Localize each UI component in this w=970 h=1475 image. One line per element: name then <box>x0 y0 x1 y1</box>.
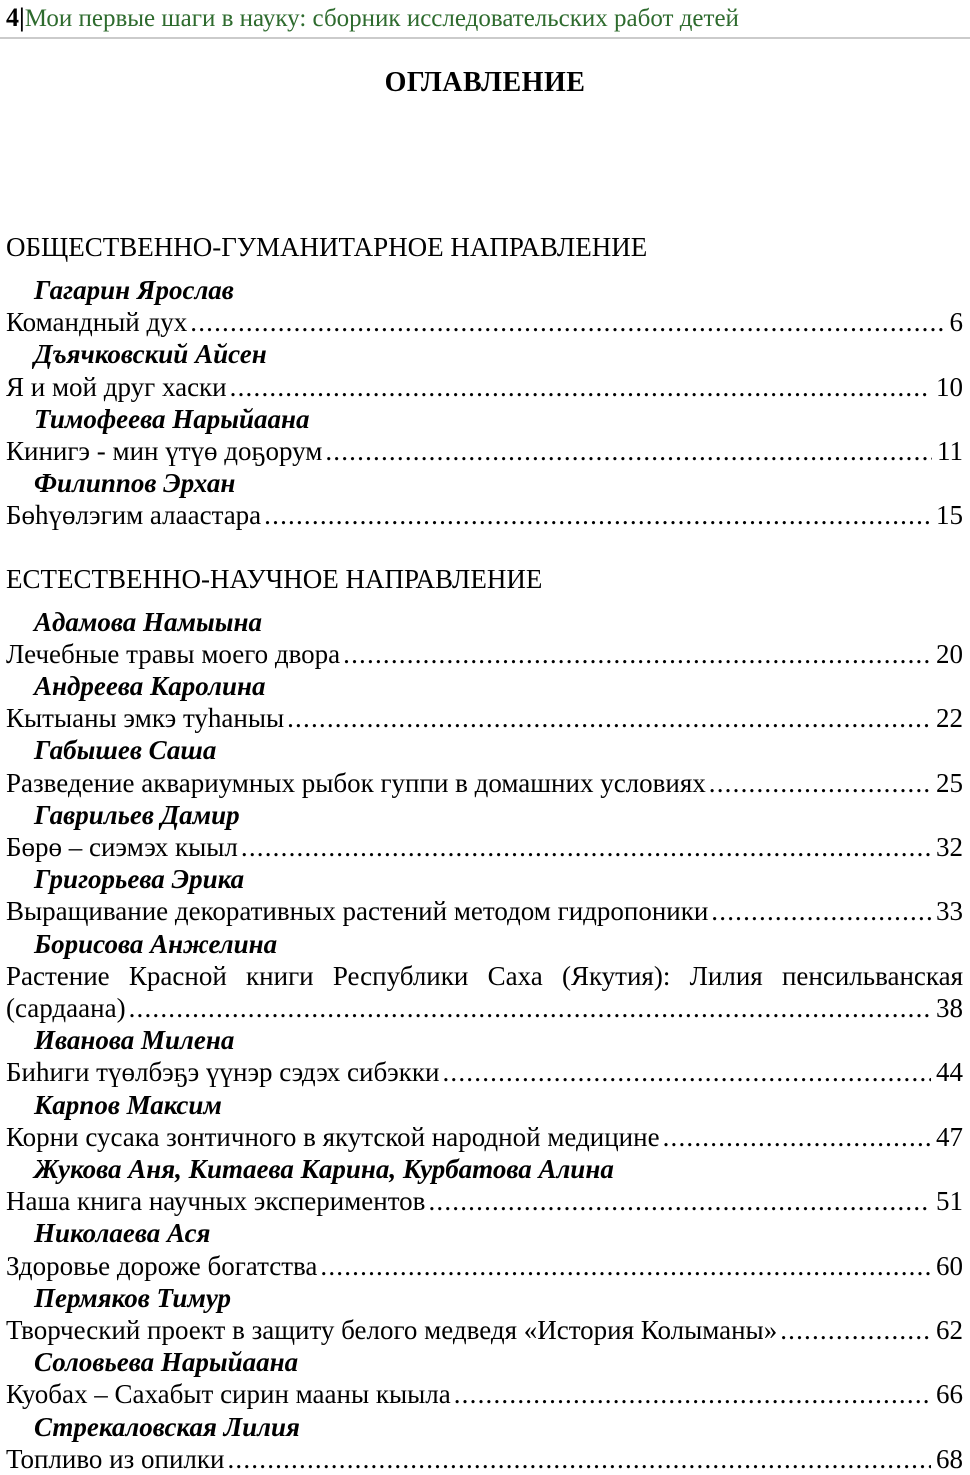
entry-page-number: 15 <box>936 500 963 531</box>
entry-title-line <box>6 702 963 734</box>
entry-title-line <box>6 895 963 927</box>
toc-entry <box>6 799 963 863</box>
entry-title-line <box>6 371 963 403</box>
entry-page-number: 62 <box>936 1315 963 1346</box>
entry-author: Андреева Каролина <box>34 671 266 702</box>
entry-page-number: 44 <box>936 1057 963 1088</box>
entry-title-line <box>6 638 963 670</box>
entry-title-line <box>6 1056 963 1088</box>
toc-entry <box>6 606 963 670</box>
entry-author: Стрекаловская Лилия <box>34 1411 300 1442</box>
entry-title-overflow-line: Растение Красной книги Республики Саха (Якутия): Лилия пенсильванская <box>6 960 963 991</box>
toc-entry <box>6 1153 963 1217</box>
dot-leader <box>454 1378 931 1410</box>
entry-page-number: 20 <box>936 638 963 669</box>
entry-author: Григорьева Эрика <box>34 864 245 895</box>
toc-entry <box>6 928 963 1025</box>
entry-author: Иванова Милена <box>34 1025 235 1056</box>
toc-entry <box>6 338 963 402</box>
entry-page-number: 6 <box>949 307 963 338</box>
entry-author: Николаева Ася <box>34 1218 211 1249</box>
section-entries <box>6 606 963 1475</box>
header-page-number: 4 <box>6 3 19 32</box>
entry-page-number: 60 <box>936 1250 963 1281</box>
entry-title-line <box>6 992 963 1024</box>
entry-page-number: 10 <box>936 371 963 402</box>
entry-author: Гагарин Ярослав <box>34 275 234 305</box>
entry-author: Карпов Максим <box>34 1089 222 1120</box>
toc-entry <box>6 1411 963 1475</box>
dot-leader <box>663 1121 931 1153</box>
entry-title: Наша книга научных экспериментов <box>6 1186 426 1217</box>
entry-title: Выращивание декоративных растений методом гидропоники <box>6 896 709 927</box>
entry-title-line <box>6 306 963 338</box>
entry-author: Тимофеева Нарыйаана <box>34 403 310 434</box>
entry-page-number: 66 <box>936 1379 963 1410</box>
entry-title: Лечебные травы моего двора <box>6 638 341 669</box>
entry-title: Топливо из опилки <box>6 1443 225 1474</box>
toc-entry <box>6 467 963 531</box>
toc-section <box>6 231 963 532</box>
entry-title-line <box>6 831 963 863</box>
toc-heading: ОГЛАВЛЕНИЕ <box>384 67 586 98</box>
entry-title: Командный дух <box>6 307 188 338</box>
entry-page-number: 11 <box>937 436 963 467</box>
entry-page-number: 38 <box>936 993 963 1024</box>
toc-section <box>6 563 963 1475</box>
entry-title-line <box>6 1121 963 1153</box>
entry-title: Разведение аквариумных рыбок гуппи в домашних условиях <box>6 767 706 798</box>
entry-page-number: 22 <box>936 703 963 734</box>
entry-author: Гаврильев Дамир <box>34 799 240 830</box>
entry-author: Пермяков Тимур <box>34 1282 232 1313</box>
section-title: ЕСТЕСТВЕННО-НАУЧНОЕ НАПРАВЛЕНИЕ <box>6 563 543 594</box>
entry-page-number: 68 <box>936 1443 963 1474</box>
dot-leader <box>325 435 932 467</box>
entry-author: Жукова Аня, Китаева Карина, Курбатова Алина <box>34 1154 614 1185</box>
dot-leader <box>428 1185 931 1217</box>
entry-page-number: 32 <box>936 832 963 863</box>
header-book-title: Мои первые шаги в науку: сборник исследовательских работ детей <box>24 5 739 32</box>
entry-title: Кинигэ - мин үтүө доҕорум <box>6 436 323 467</box>
entry-author: Соловьева Нарыйаана <box>34 1347 299 1378</box>
entry-author: Адамова Намыына <box>34 606 262 637</box>
entry-title-line <box>6 435 963 467</box>
entry-title-line <box>6 1250 963 1282</box>
entry-title-line <box>6 767 963 799</box>
toc-entry <box>6 1282 963 1346</box>
toc-entry <box>6 734 963 798</box>
entry-title: Творческий проект в защиту белого медведя «История Колыманы» <box>6 1315 778 1346</box>
entry-title-line <box>6 499 963 531</box>
dot-leader <box>780 1314 931 1346</box>
dot-leader <box>230 371 931 403</box>
dot-leader <box>709 767 931 799</box>
entry-title: Биһиги түөлбэҕэ үүнэр сэдэх сибэкки <box>6 1057 440 1088</box>
header-separator: | <box>19 3 25 32</box>
entry-title: Корни сусака зонтичного в якутской народной медицине <box>6 1121 660 1152</box>
entry-title: Кытыаны эмкэ туһаныы <box>6 703 285 734</box>
entry-title-line <box>6 1185 963 1217</box>
toc-entry <box>6 1346 963 1410</box>
toc-list <box>0 231 970 1475</box>
entry-page-number: 51 <box>936 1186 963 1217</box>
dot-leader <box>129 992 931 1024</box>
section-entries <box>6 274 963 532</box>
entry-title: Бөһүөлэгим алаастара <box>6 500 262 531</box>
toc-entry <box>6 1024 963 1088</box>
entry-title: (сардаана) <box>6 993 126 1024</box>
dot-leader <box>320 1250 931 1282</box>
toc-entry <box>6 1089 963 1153</box>
entry-title: Здоровье дороже богатства <box>6 1250 318 1281</box>
dot-leader <box>264 499 931 531</box>
dot-leader <box>442 1056 931 1088</box>
entry-page-number: 25 <box>936 767 963 798</box>
dot-leader <box>227 1443 931 1475</box>
entry-title: Куобах – Сахабыт сирин мааны кыыла <box>6 1379 451 1410</box>
entry-title-line <box>6 1378 963 1410</box>
entry-page-number: 47 <box>936 1121 963 1152</box>
dot-leader <box>190 306 944 338</box>
toc-entry <box>6 670 963 734</box>
entry-author: Филиппов Эрхан <box>34 468 236 499</box>
dot-leader <box>241 831 931 863</box>
section-title: ОБЩЕСТВЕННО-ГУМАНИТАРНОЕ НАПРАВЛЕНИЕ <box>6 232 648 262</box>
dot-leader <box>343 638 931 670</box>
toc-entry <box>6 403 963 467</box>
entry-title-line <box>6 1443 963 1475</box>
running-header <box>0 0 970 39</box>
entry-title-line <box>6 1314 963 1346</box>
entry-title: Бөрө – сиэмэх кыыл <box>6 832 238 863</box>
entry-page-number: 33 <box>936 896 963 927</box>
toc-entry <box>6 274 963 338</box>
entry-title: Я и мой друг хаски <box>6 371 227 402</box>
entry-author: Дъячковский Айсен <box>34 339 267 370</box>
toc-entry <box>6 1217 963 1281</box>
dot-leader <box>287 702 931 734</box>
toc-entry <box>6 863 963 927</box>
dot-leader <box>711 895 931 927</box>
entry-author: Габышев Саша <box>34 735 217 766</box>
entry-author: Борисова Анжелина <box>34 928 278 959</box>
